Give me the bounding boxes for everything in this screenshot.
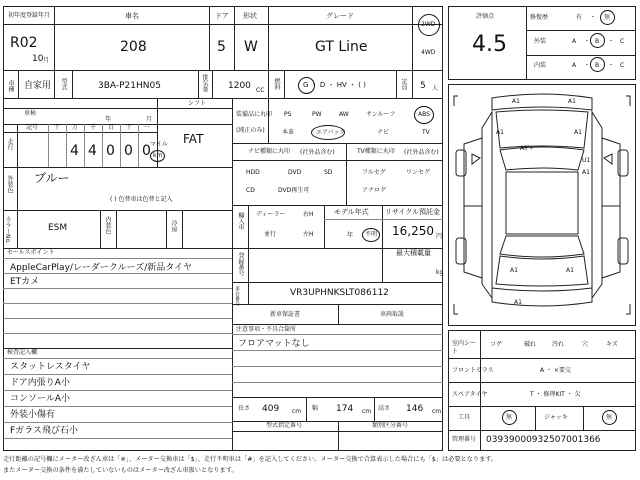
mile-label: マイル [150,141,168,148]
shift-value: FAT [183,132,204,146]
left-handle: 左H [303,231,314,238]
tv-item: アナログ [362,187,387,194]
equipment-item: 本革 [282,129,295,136]
shift-label: シフト [188,100,207,107]
interior-grade: ・ [608,62,615,69]
windshield-label: フロントガラス [452,367,494,374]
type-designation-label: 型式指定番号 [266,422,303,429]
navi-item: DVD [288,169,302,176]
equipment-item: ABS [418,111,430,118]
exterior-label: 外装 [534,38,547,45]
color-label: 外装色 [6,175,13,193]
score-value: 4.5 [472,32,507,57]
width-unit: cm [362,408,372,415]
exterior-grade: ・ [608,38,615,45]
score-label: 評価点 [476,13,495,20]
navi-sub: (社外品含む) [300,149,335,156]
tools-label: 工具 [458,414,471,421]
inspection-month-unit: 月 [146,116,153,123]
model-year-unknown: 不明 [365,231,378,238]
color-no-value: ESM [48,223,68,233]
inspection-year-unit: 年 [105,116,112,123]
notes-label: 注意事項・不具合箇所 [236,326,297,333]
refrigerant-label: 冷房 [170,220,177,232]
equipment-item: AW [339,111,349,118]
exterior-grade: ・ [584,38,591,45]
windshield-value: A ・ ×要交 [540,367,571,374]
navi-item: HDD [246,169,260,176]
equipment-label: 装備品に丸印 [236,111,273,118]
mileage-digit-headers [17,124,157,132]
shape-label: 形状 [243,12,257,20]
length-label: 長さ [238,405,251,412]
katashiki-label: 型式 [60,78,67,90]
digit-header: 千 [90,124,97,131]
tv-sub: (社外品含む) [404,149,439,156]
seat-item: キズ [606,341,618,348]
new-warranty-label: 新車保証書 [270,311,301,318]
first-reg-month: 10 [32,54,44,64]
tv-item: フルセグ [362,169,386,176]
digit-header: 百 [108,124,115,131]
header-label-line [3,24,443,25]
spare-label: スペアタイヤ [452,391,488,398]
color-value: ブルー [34,171,70,185]
model-label: 車名 [125,12,139,20]
seat-item: 穴 [582,341,589,348]
shape-value: W [244,39,258,55]
doors-value: 5 [217,39,226,55]
damage-mark: A1 [496,129,504,136]
max-load-label: 最大積載量 [396,249,431,257]
inspection-label: 車検 [24,110,37,117]
repair-option: 無 [604,14,611,21]
inspector-line: コンソールA小 [10,394,70,404]
inspector-label: 検査記入欄 [7,349,38,356]
capacity-value: 5 [420,81,426,91]
tv-item: ワンセグ [406,169,431,176]
mileage-digit: 4 [70,143,79,159]
seat-item: 破れ [524,341,537,348]
sales-point-label: セールスポイント [7,249,55,256]
height-value: 146 [406,404,424,414]
model-year-label: モデル年式 [334,208,369,216]
import-parallel: 並行 [264,231,277,238]
width-value: 174 [336,404,354,414]
length-value: 409 [262,404,280,414]
chassis-value: VR3UPHNKSLT086112 [290,288,389,298]
height-label: 高さ [378,405,391,412]
category-no-label: 類別区分番号 [372,422,409,429]
mileage-digit: 0 [142,143,151,159]
equipment-sub-label: (純正のみ) [236,127,265,134]
length-unit: cm [292,408,302,415]
chassis-label: 車台番号 [234,286,240,306]
left-column-divider [232,98,233,451]
inspector-line: Fガラス飛び石小 [10,426,78,436]
footer-note-1: 走行距離の記号欄にメーター改ざん車は「※」、メーター交換車は「$」、走行不明車は「#」を記入してください。メーター交換で合算表示した場合にも「$」は必要となります。 [3,456,498,463]
max-load-unit: kg [436,269,444,276]
repair-option: ・ [590,14,597,21]
navi-label: ナビ種類に丸印 [248,148,291,155]
equipment-item: PS [284,111,292,118]
type-label: 車種 [7,80,14,92]
cc-unit: CC [256,87,265,94]
sales-point-line: AppleCarPlay/レーダークルーズ/新品タイヤ [10,263,193,273]
spare-value: T ・ 修理KIT ・ 欠 [530,391,581,398]
digit-header: 記号 [26,124,39,131]
digit-header: 一 [144,124,151,131]
damage-mark: A1 [568,98,576,105]
first-reg-year: R02 [10,35,38,51]
equipment-item: エアバック [316,129,346,136]
car-diagram-icon [452,88,632,322]
damage-mark: A1 [512,98,520,105]
drive-2wd: 2WD [421,21,436,28]
first-reg-month-unit: 月 [43,57,50,64]
digit-header: 万 [72,124,79,131]
inspector-line: スタットレスタイヤ [10,362,91,372]
mileage-digit: 0 [106,143,115,159]
inspector-line: 外装小傷有 [10,410,56,420]
equipment-item: サンルーフ [366,111,396,118]
mgmt-value: 03939000932507001366 [486,435,601,445]
recycle-unit: 円 [436,233,443,240]
drive-4wd: 4WD [421,49,436,56]
navi-item: SD [324,169,333,176]
jack-value: 無 [606,414,613,421]
equipment-item: PW [312,111,322,118]
seat-item: コゲ [490,341,503,348]
right-handle: 右H [303,211,314,218]
equipment-item: ナビ [377,129,390,136]
displacement-label: 排気量 [201,74,208,92]
exterior-grade: C [620,38,625,45]
grade-value: GT Line [315,39,368,55]
import-dealer: ディーラー [256,211,286,218]
height-unit: cm [432,408,442,415]
sales-point-line: ETカメ [10,277,40,287]
footer-note-2: またメーター交換の条件を満たしていないものはメーター改ざん車扱いとなります。 [3,467,238,474]
width-label: 幅 [312,405,319,412]
model-year-unit: 年 [347,232,354,239]
displacement-value: 1200 [228,81,251,91]
interior-label: 内装色 [104,216,111,234]
manual-label: 車両取説 [380,311,405,318]
color-no-label: カラーNo. [4,216,11,244]
jack-label: ジャッキ [544,414,568,421]
tv-label: TV種類に丸印 [357,148,395,155]
notes-line: フロアマットなし [238,339,310,349]
inspector-line: ドア内張りA小 [10,378,70,388]
damage-mark: A1 [582,169,590,176]
katashiki-value: 3BA-P21HN05 [98,81,161,91]
seat-label: 室内シート [452,340,477,355]
interior-grade: B [595,62,600,69]
model-value: 208 [120,39,147,55]
tools-value: 無 [506,414,513,421]
interior-grade: C [620,62,625,69]
exterior-grade: B [595,38,600,45]
fuel-options: G ・ D ・ HV ・ ( ) [303,81,366,89]
capacity-unit: 人 [432,85,439,92]
exterior-grade: A [572,38,577,45]
damage-mark: U1 [582,157,591,164]
damage-mark: A1 [510,267,518,274]
import-label: 輸入車 [237,212,244,230]
first-reg-label: 初年度登録年月 [8,12,51,19]
damage-mark: Aｶﾞﾙ [520,145,534,152]
damage-mark: A1 [514,299,522,306]
header-bottom-line [3,70,443,71]
travel-label: 走行 [6,138,13,150]
mileage-digit: 4 [88,143,97,159]
damage-mark: A1 [574,129,582,136]
km-label: km [153,152,163,159]
capacity-label: 定員 [400,78,407,90]
doors-label: ドア [215,12,229,20]
mgmt-label: 管理番号 [452,436,477,443]
type-value: 自家用 [24,81,52,91]
interior-grade: A [572,62,577,69]
repair-option: 有 [576,14,583,21]
interior-grade: ・ [584,62,591,69]
digit-header: 十 [126,124,133,131]
reg-no-label: 登録番号 [237,252,244,276]
color-note: ( ) 色替車は色替と記入 [110,196,173,203]
seat-item: 汚れ [552,341,565,348]
mileage-digit: 0 [124,143,133,159]
grade-label: グレード [326,12,354,20]
equipment-item: TV [422,129,430,136]
interior-grade-label: 内装 [534,62,547,69]
damage-mark: A1 [566,267,574,274]
recycle-label: リサイクル預託金 [385,208,441,216]
navi-item: CD [246,187,255,194]
repair-label: 修復歴 [530,14,549,21]
fuel-label: 燃料 [273,78,280,90]
digit-header: 十 [54,124,61,131]
navi-item: DVD再生可 [278,187,310,194]
recycle-value: 16,250 [392,224,434,238]
